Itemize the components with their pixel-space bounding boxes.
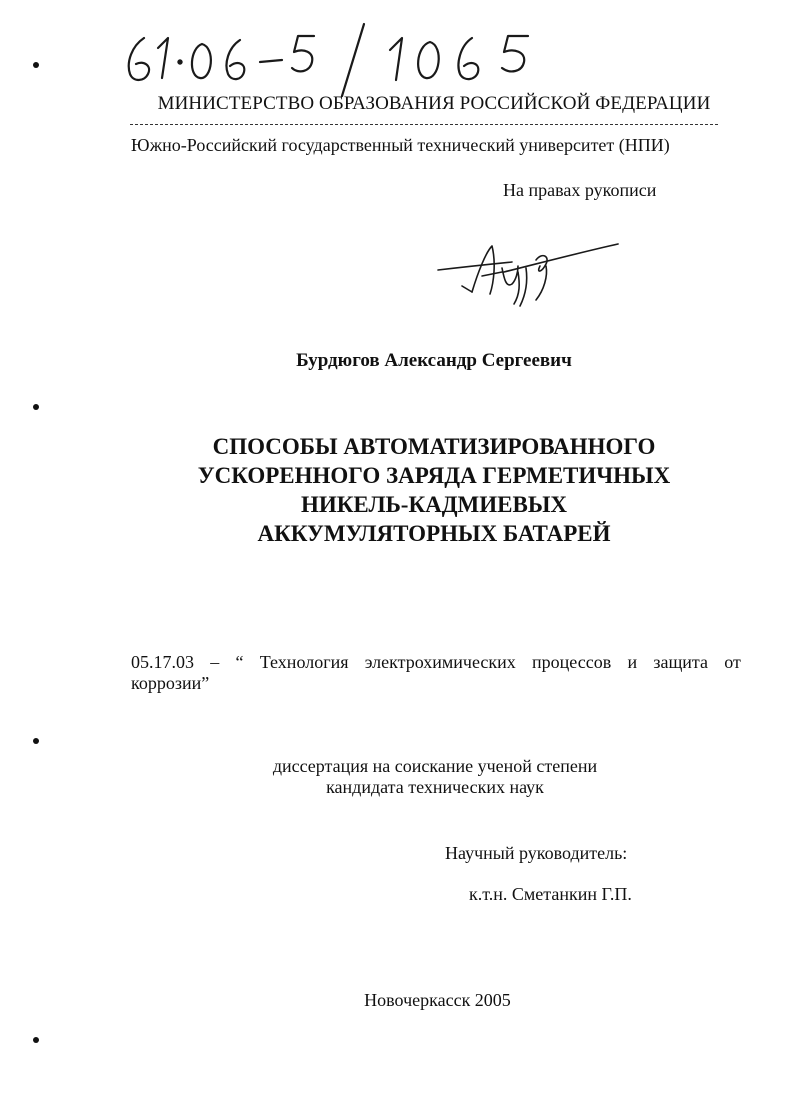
specialty-word: Технология [259,652,349,672]
binding-dot-icon [33,62,39,68]
specialty-line-2: коррозии” [131,673,210,693]
specialty-word: от [724,652,741,672]
title-line: АККУМУЛЯТОРНЫХ БАТАРЕЙ [257,521,611,546]
title-line: СПОСОБЫ АВТОМАТИЗИРОВАННОГО [212,434,656,459]
specialty-word: – [210,652,220,672]
specialty-word: и [627,652,638,672]
manuscript-rights-note: На правах рукописи [503,180,657,200]
specialty-code [131,652,741,694]
city-year: Новочеркасск 2005 [364,990,511,1010]
binding-dot-icon [33,404,39,410]
specialty-word: процессов [532,652,612,672]
title-line: УСКОРЕННОГО ЗАРЯДА ГЕРМЕТИЧНЫХ [197,463,671,488]
university-name: Южно-Российский государственный технический университет (НПИ) [131,135,670,155]
dissertation-title [120,432,748,548]
specialty-word: защита [653,652,709,672]
title-line: НИКЕЛЬ-КАДМИЕВЫХ [300,492,568,517]
specialty-line-1 [131,652,741,673]
author-name: Бурдюгов Александр Сергеевич [296,350,572,371]
supervisor-label: Научный руководитель: [445,843,628,863]
degree-line-1: диссертация на соискание ученой степени [272,756,598,776]
binding-dot-icon [33,738,39,744]
specialty-word: 05.17.03 [131,652,194,672]
specialty-word: “ [235,652,244,672]
supervisor-name: к.т.н. Сметанкин Г.П. [469,884,632,904]
binding-dot-icon [33,1037,39,1043]
handwritten-registration-number [118,18,548,98]
degree-statement [200,756,670,798]
specialty-word: электрохимических [364,652,516,672]
ministry-heading: МИНИСТЕРСТВО ОБРАЗОВАНИЯ РОССИЙСКОЙ ФЕДЕРАЦИИ [157,93,711,114]
degree-line-2: кандидата технических наук [326,777,544,797]
author-signature-icon [432,232,620,318]
dashed-divider [130,124,718,125]
